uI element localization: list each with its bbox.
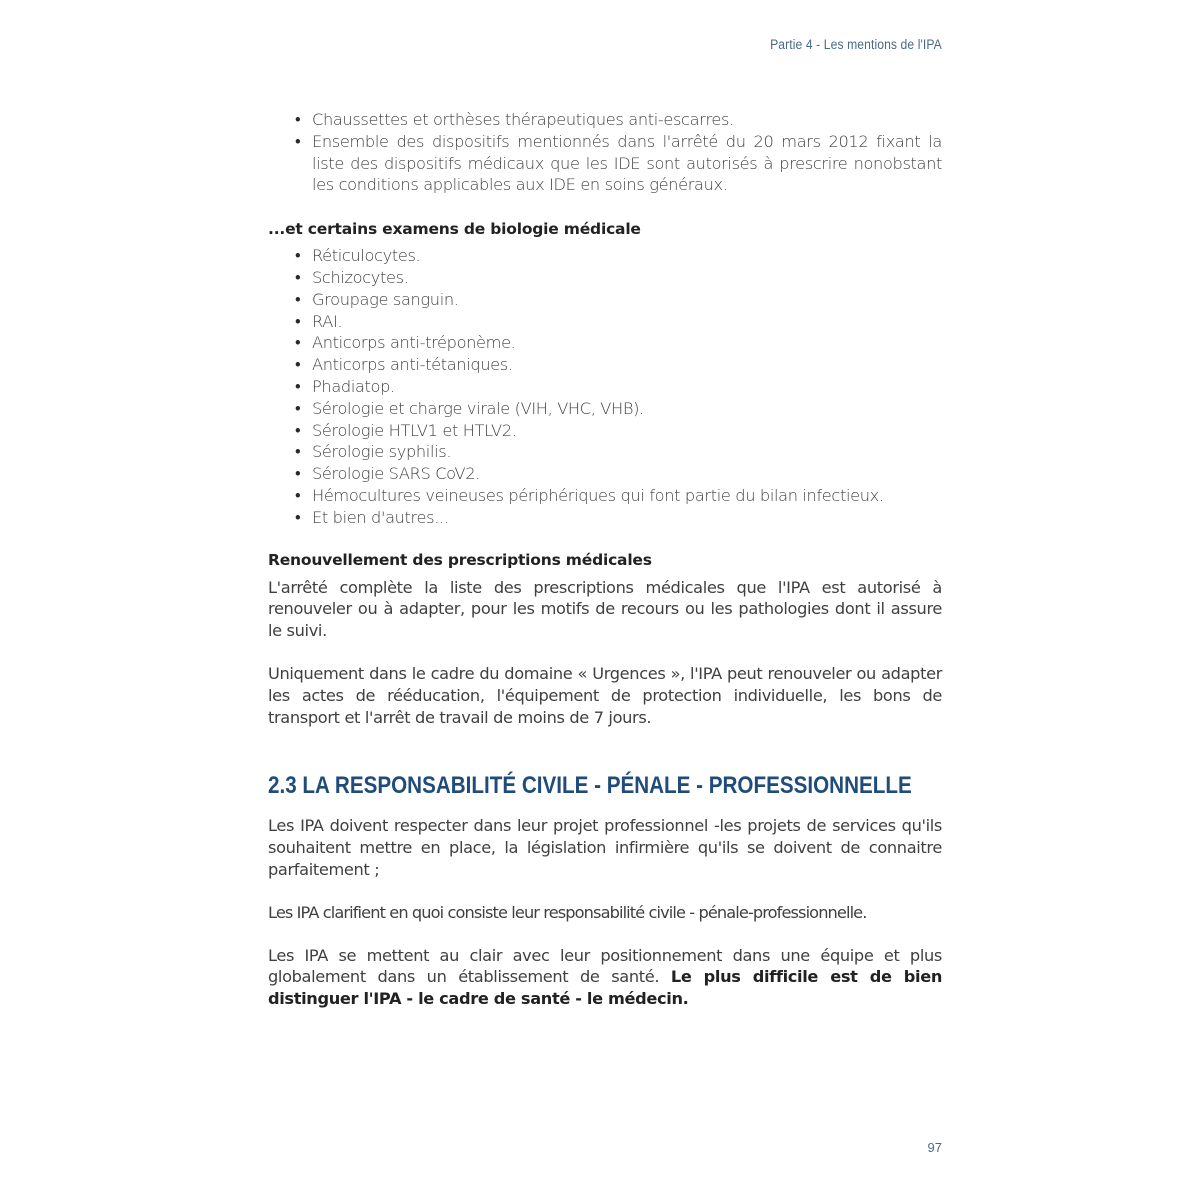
list-item: • Réticulocytes. — [312, 245, 942, 267]
list-item: • Anticorps anti-tétaniques. — [312, 354, 942, 376]
list-item: • Schizocytes. — [312, 267, 942, 289]
list-item: • Chaussettes et orthèses thérapeutiques anti-escarres. — [312, 109, 942, 131]
section-paragraph: Les IPA clarifient en quoi consiste leur responsabilité civile - pénale-professionnelle. — [268, 902, 867, 922]
section-paragraph: Les IPA doivent respecter dans leur projet professionnel -les projets de services qu'ils souhaitent mettre en place, la législation infirmière qu'ils se doivent de connaitre parfaitement ; — [268, 816, 942, 879]
bold-text: Le plus difficile est de bien distinguer l'IPA - le cadre de santé - le médecin. — [268, 967, 942, 1009]
page-number: 97 — [927, 1140, 942, 1155]
section-paragraph-emphasis — [268, 945, 942, 1010]
list-item: • Phadiatop. — [312, 376, 942, 398]
urgences-paragraph: Uniquement dans le cadre du domaine « Urgences », l'IPA peut renouveler ou adapter les actes de rééducation, l'équipement de protection individuelle, les bons de transport et l'arrêt de travail de moins de 7 jours. — [268, 663, 942, 727]
running-header: Partie 4 - Les mentions de l'IPA — [770, 37, 942, 52]
list-item: • Sérologie SARS CoV2. — [312, 463, 942, 485]
section-title: 2.3 LA RESPONSABILITÉ CIVILE - PÉNALE - PROFESSIONNELLE — [268, 772, 912, 800]
renewal-paragraph: L'arrêté complète la liste des prescriptions médicales que l'IPA est autorisé à renouveler ou à adapter, pour les motifs de recours ou les pathologies dont il assure le suivi. — [268, 577, 942, 641]
biology-heading: ...et certains examens de biologie médicale — [268, 220, 641, 239]
list-item: • Sérologie HTLV1 et HTLV2. — [312, 420, 942, 442]
list-item: • Groupage sanguin. — [312, 289, 942, 311]
list-item: • Sérologie et charge virale (VIH, VHC, VHB). — [312, 398, 942, 420]
biology-list — [268, 245, 942, 528]
list-item: • RAI. — [312, 311, 942, 333]
renewal-heading: Renouvellement des prescriptions médicales — [268, 550, 652, 569]
plain-text: Les IPA se mettent au clair avec leur positionnement dans une équipe et plus globalement dans un établissement de santé. — [268, 945, 942, 987]
list-item: • Sérologie syphilis. — [312, 441, 942, 463]
list-item: • Ensemble des dispositifs mentionnés dans l'arrêté du 20 mars 2012 fixant la liste des dispositifs médicaux que les IDE sont autorisés à prescrire nonobstant les conditions applicables aux IDE en soins généraux. — [312, 131, 942, 196]
list-item: • Et bien d'autres... — [312, 507, 942, 529]
page-body — [268, 109, 942, 1010]
list-item: • Hémocultures veineuses périphériques qui font partie du bilan infectieux. — [312, 485, 942, 507]
device-list — [268, 109, 942, 196]
list-item: • Anticorps anti-tréponème. — [312, 332, 942, 354]
